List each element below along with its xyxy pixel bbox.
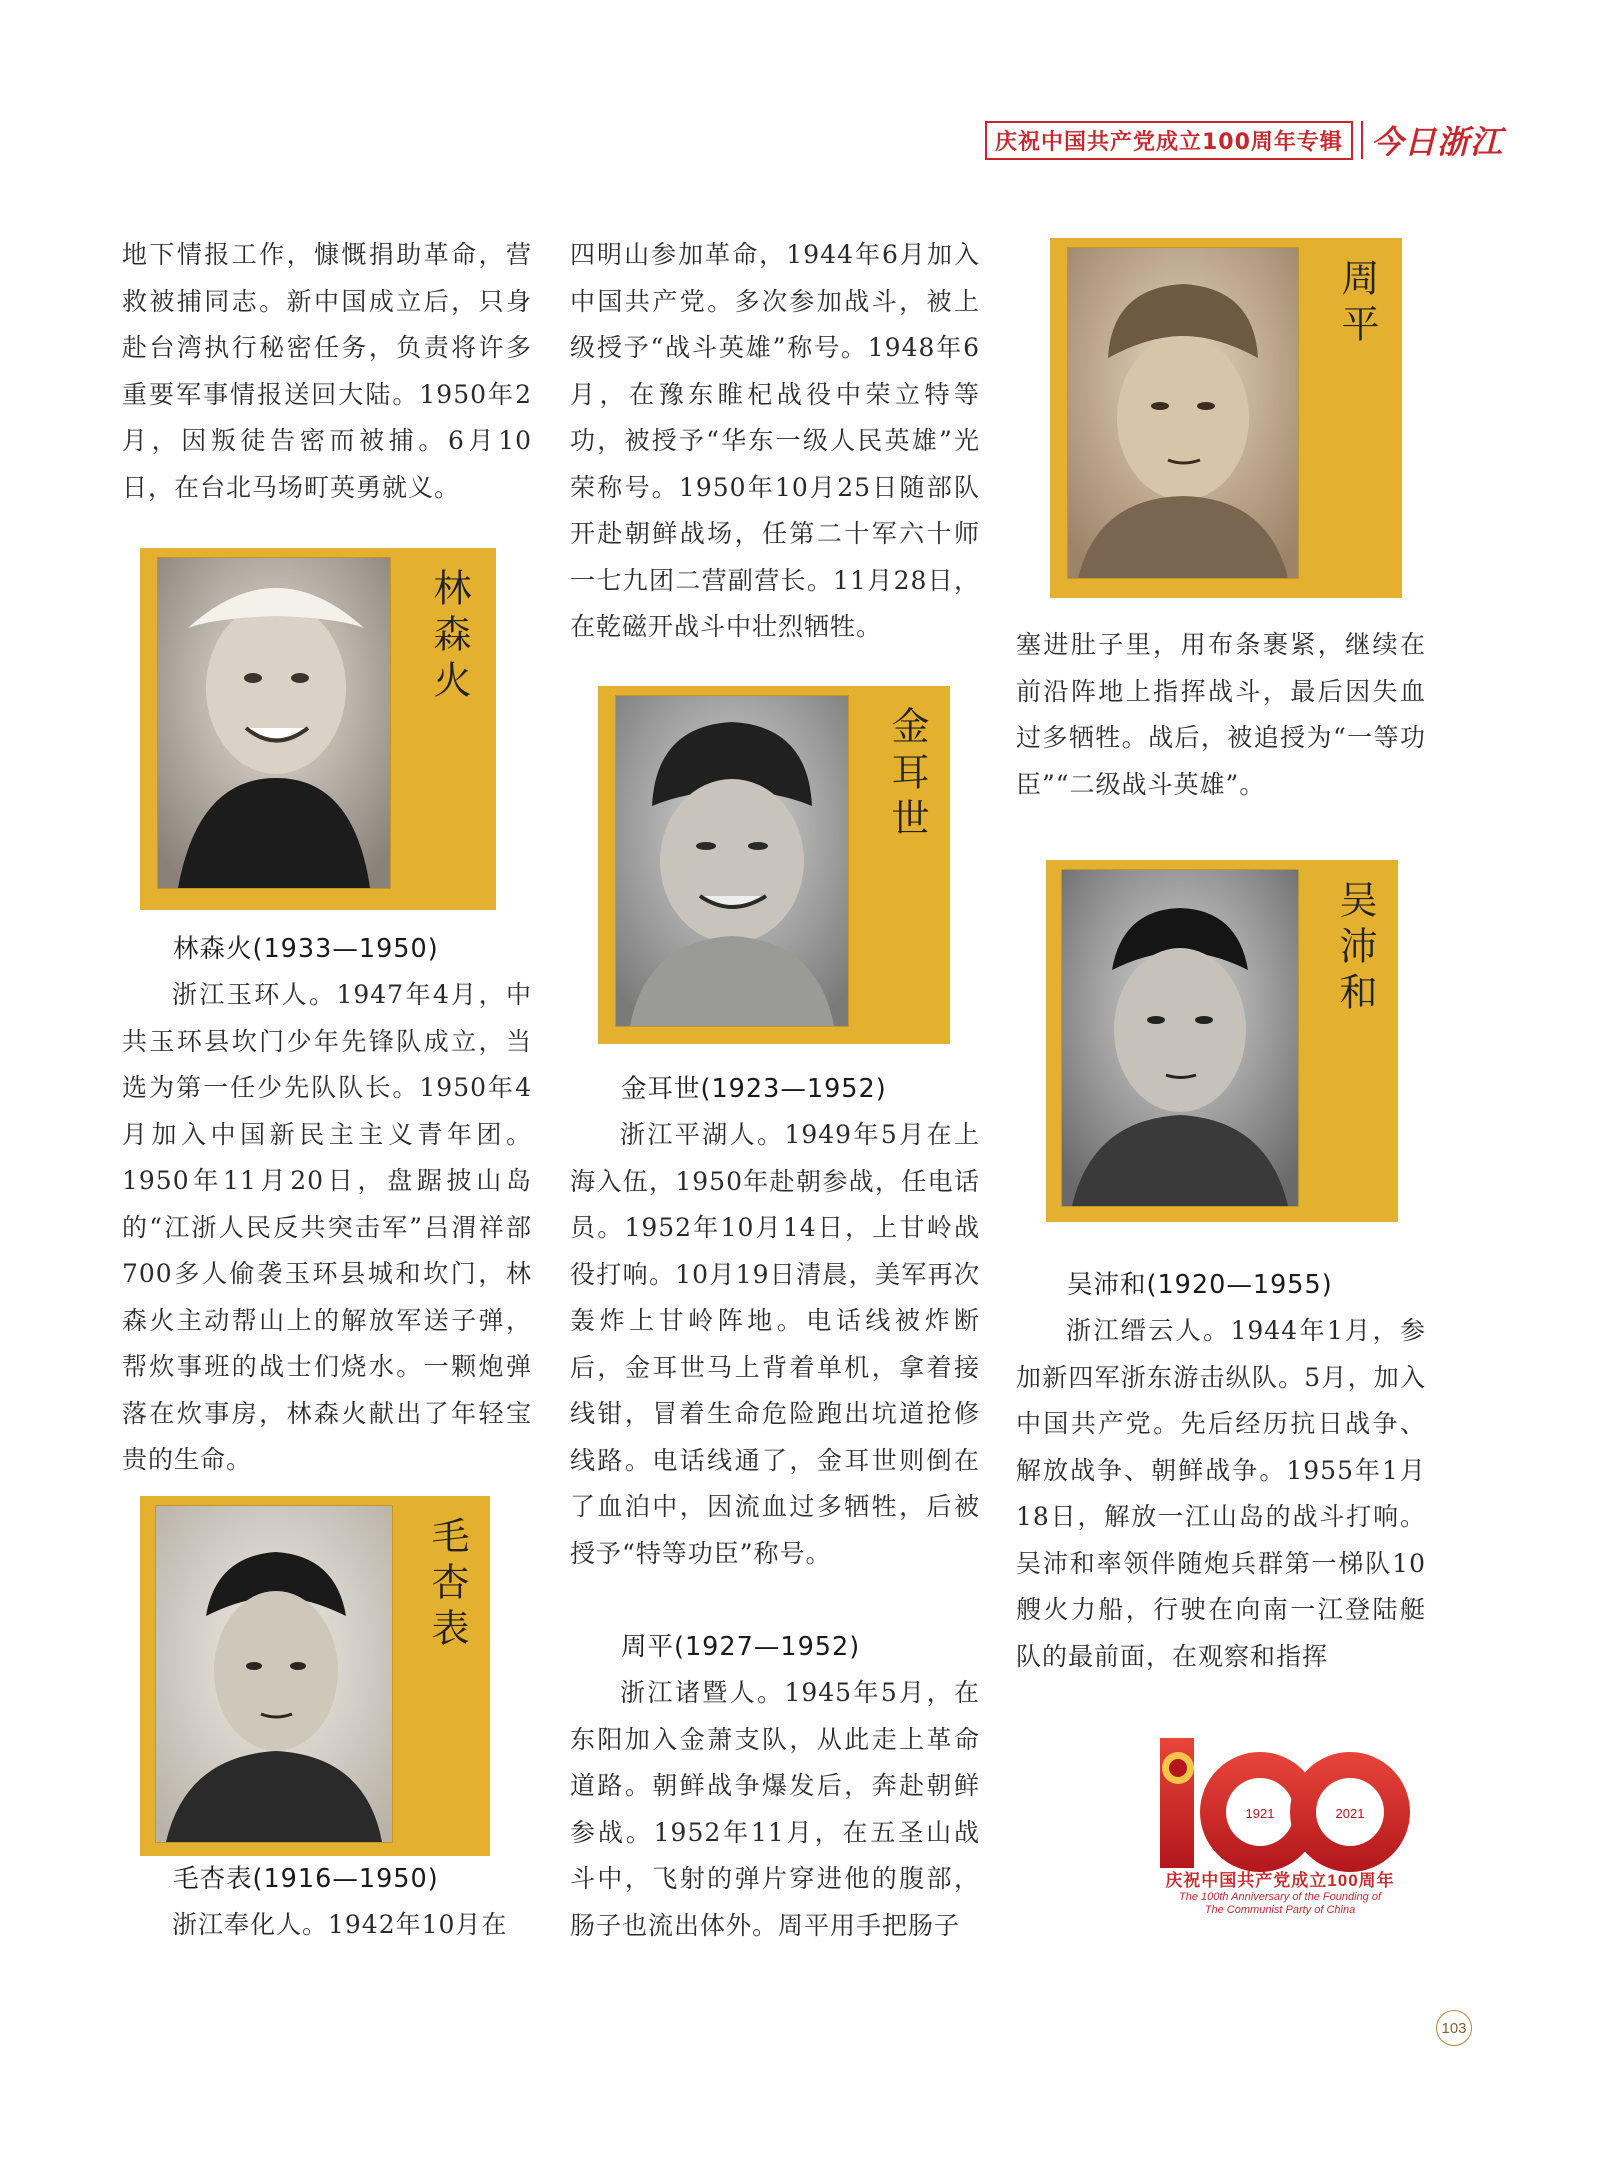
bio-text-lin-senhuo: 浙江玉环人。1947年4月，中共玉环县坎门少年先锋队成立，当选为第一任少先队队长。1950年4月加入中国新民主主义青年团。1950年11月20日，盘踞披山岛的“江浙人民反共突击军”吕渭祥部700多人偷袭玉环县城和坎门，林森火主动帮山上的解放军送子弹，帮炊事班的战士们烧水。一颗炮弹落在炊事房，林森火献出了年轻宝贵的生命。 [122, 980, 532, 1474]
paragraph-continued: 塞进肚子里，用布条裹紧，继续在前沿阵地上指挥战斗，最后因失血过多牺牲。战后，被追授为“一等功臣”“二级战斗英雄”。 [1016, 630, 1426, 799]
bio-heading-jin-ershi: 金耳世(1923—1952) [621, 1074, 887, 1104]
bio-heading-lin-senhuo: 林森火(1933—1950) [173, 934, 439, 964]
centenary-title-en-1: The 100th Anniversary of the Founding of [1179, 1891, 1381, 1903]
column-2-jin-bio [570, 1066, 980, 1577]
portrait-photo-lin-senhuo [158, 558, 390, 888]
portrait-card-lin-senhuo [140, 548, 496, 910]
portrait-card-zhou-ping [1050, 238, 1402, 598]
portrait-card-jin-ershi [598, 686, 950, 1044]
header-divider [1361, 121, 1363, 159]
portrait-name-vertical: 周平 [1335, 258, 1379, 350]
portrait-name-vertical: 吴沛和 [1333, 880, 1377, 1018]
portrait-photo-wu-peihe [1062, 870, 1298, 1206]
page-header [985, 118, 1503, 162]
paragraph-continued: 地下情报工作，慷慨捐助革命，营救被捕同志。新中国成立后，只身赴台湾执行秘密任务，负责将许多重要军事情报送回大陆。1950年2月，因叛徒告密而被捕。6月10日，在台北马场町英勇就义。 [122, 240, 532, 502]
portrait-photo-mao-xingbiao [156, 1506, 392, 1842]
bio-text-wu-peihe: 浙江缙云人。1944年1月，参加新四军浙东游击纵队。5月，加入中国共产党。先后经历抗日战争、解放战争、朝鲜战争。1955年1月18日，解放一江山岛的战斗打响。吴沛和率领伴随炮兵群第一梯队10艘火力船，行驶在向南一江登陆艇队的最前面，在观察和指挥 [1016, 1316, 1426, 1671]
bio-heading-wu-peihe: 吴沛和(1920—1955) [1067, 1270, 1333, 1300]
bio-text-mao-xingbiao: 浙江奉化人。1942年10月在 [172, 1910, 508, 1939]
paragraph-continued: 四明山参加革命，1944年6月加入中国共产党。多次参加战斗，被上级授予“战斗英雄”称号。1948年6月，在豫东睢杞战役中荣立特等功，被授予“华东一级人民英雄”光荣称号。1950年10月25日随部队开赴朝鲜战场，任第二十军六十师一七九团二营副营长。11月28日，在乾磁开战斗中壮烈牺牲。 [570, 240, 980, 641]
year-1921: 1921 [1245, 1806, 1275, 1821]
column-1-mao-bio [122, 1856, 532, 1949]
centenary-caption [1140, 1866, 1420, 1917]
column-1-lin-bio [122, 926, 532, 1484]
page-number: 103 [1436, 2010, 1472, 2046]
column-2-zhou-bio [570, 1624, 980, 1949]
magazine-logo: 今日浙江 [1370, 123, 1503, 161]
centenary-title-en-2: The Communist Party of China [1204, 1904, 1356, 1916]
portrait-name-vertical: 林森火 [427, 568, 471, 706]
centenary-title-cn: 庆祝中国共产党成立100周年 [1165, 1871, 1395, 1890]
header-title: 庆祝中国共产党成立100周年专辑 [985, 121, 1353, 160]
bio-heading-zhou-ping: 周平(1927—1952) [621, 1632, 861, 1662]
bio-text-zhou-ping: 浙江诸暨人。1945年5月，在东阳加入金萧支队，从此走上革命道路。朝鲜战争爆发后，奔赴朝鲜参战。1952年11月，在五圣山战斗中，飞射的弹片穿进他的腹部，肠子也流出体外。周平用手把肠子 [570, 1678, 980, 1940]
bio-text-jin-ershi: 浙江平湖人。1949年5月在上海入伍，1950年赴朝参战，任电话员。1952年10月14日，上甘岭战役打响。10月19日清晨，美军再次轰炸上甘岭阵地。电话线被炸断后，金耳世马上背着单机，拿着接线钳，冒着生命危险跑出坑道抢修线路。电话线通了，金耳世则倒在了血泊中，因流血过多牺牲，后被授予“特等功臣”称号。 [570, 1120, 980, 1568]
portrait-name-vertical: 毛杏表 [425, 1516, 469, 1654]
column-3-wu-bio [1016, 1262, 1426, 1680]
portrait-card-wu-peihe [1046, 860, 1398, 1222]
column-2-top [570, 232, 980, 651]
portrait-photo-jin-ershi [616, 696, 848, 1026]
portrait-card-mao-xingbiao [140, 1496, 490, 1856]
bio-heading-mao-xingbiao: 毛杏表(1916—1950) [173, 1864, 439, 1894]
column-3-top [1016, 622, 1426, 808]
portrait-name-vertical: 金耳世 [885, 706, 929, 844]
column-1-top [122, 232, 532, 511]
year-2021: 2021 [1335, 1806, 1365, 1821]
portrait-photo-zhou-ping [1068, 248, 1298, 578]
